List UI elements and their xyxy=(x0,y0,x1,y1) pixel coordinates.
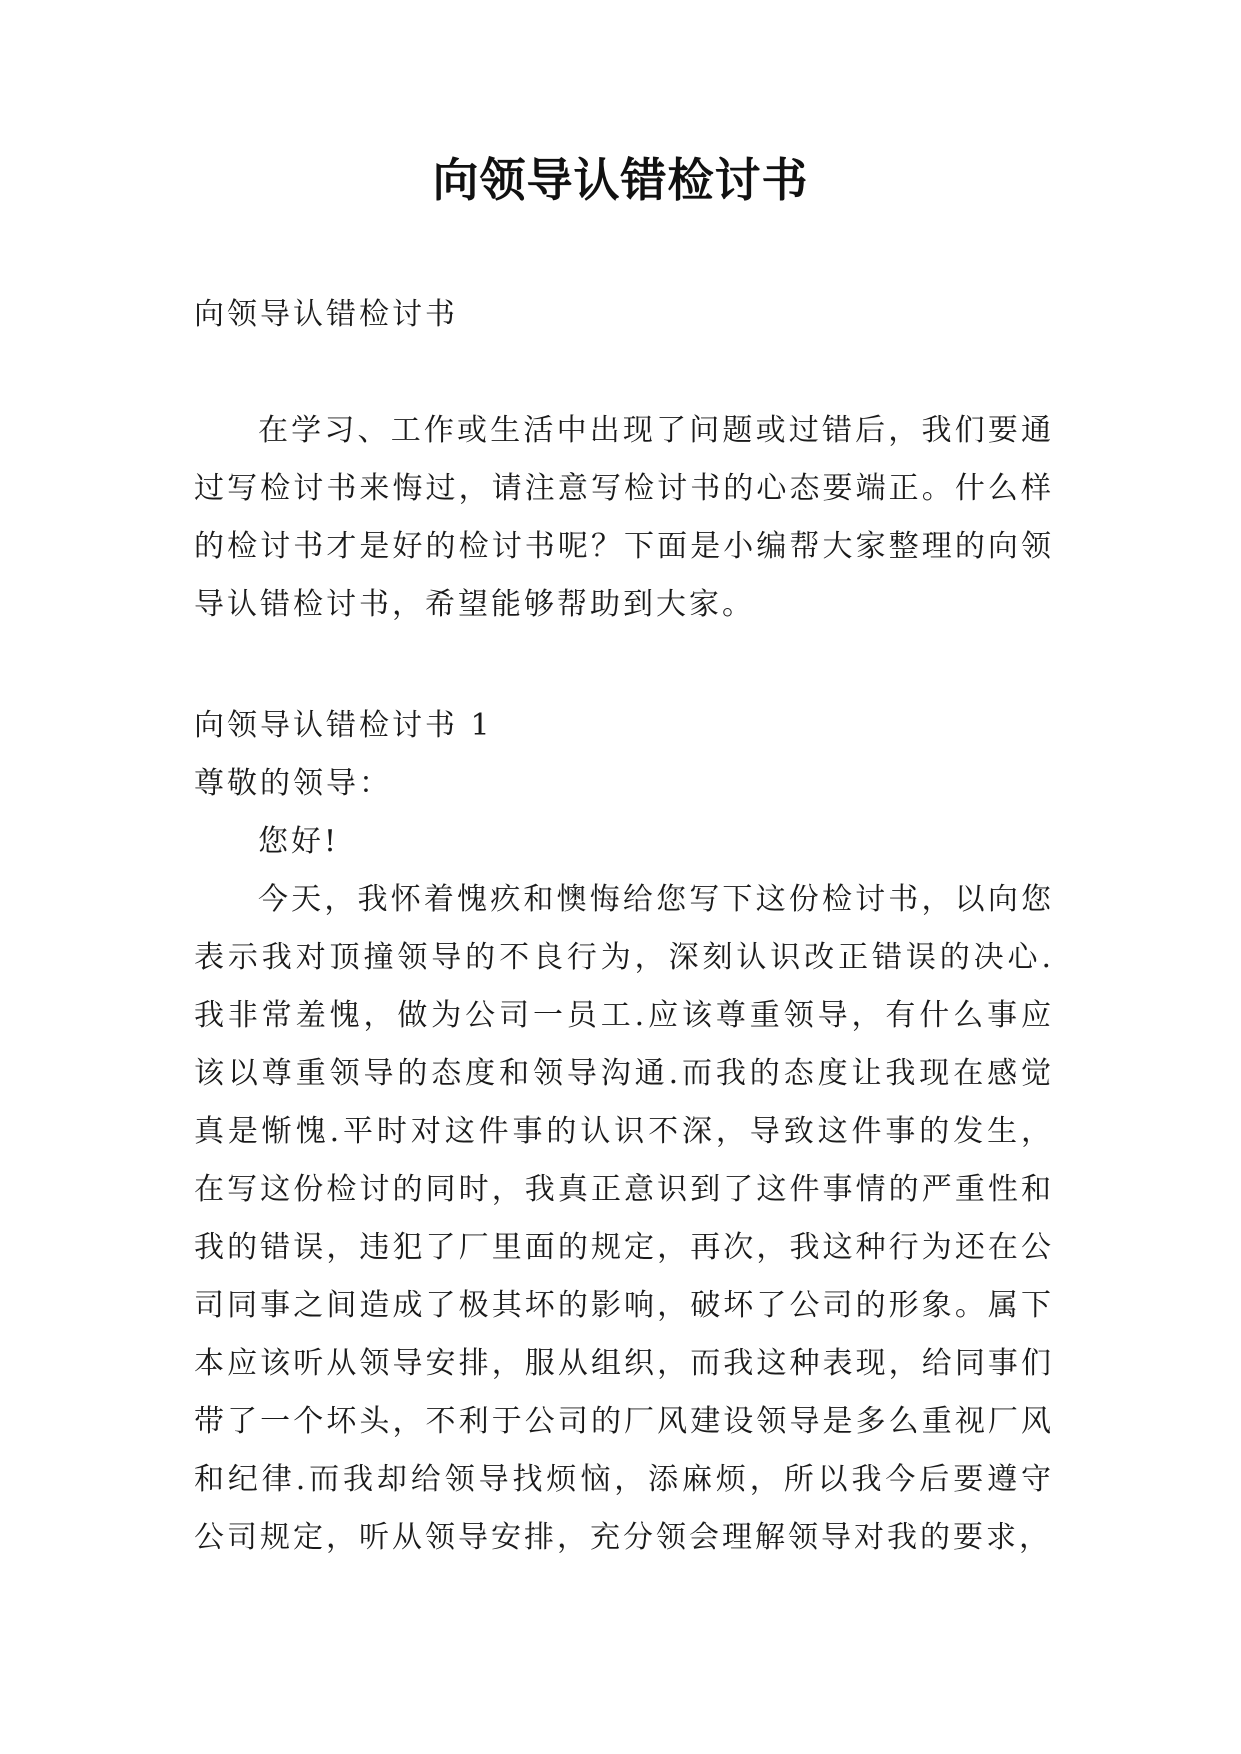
greeting: 您好! xyxy=(258,824,340,859)
salutation: 尊敬的领导： xyxy=(194,766,392,801)
letter-section xyxy=(194,697,1054,1567)
intro-block xyxy=(194,402,1054,634)
body-paragraph: 今天，我怀着愧疚和懊悔给您写下这份检讨书，以向您表示我对顶撞领导的不良行为，深刻认识改正错误的决心.我非常羞愧，做为公司一员工.应该尊重领导，有什么事应该以尊重领导的态度和领导沟通.而我的态度让我现在感觉真是惭愧.平时对这件事的认识不深，导致这件事的发生，在写这份检讨的同时，我真正意识到了这件事情的严重性和我的错误，违犯了厂里面的规定，再次，我这种行为还在公司同事之间造成了极其坏的影响，破坏了公司的形象。属下本应该听从领导安排，服从组织，而我这种表现，给同事们带了一个坏头，不利于公司的厂风建设领导是多么重视厂风和纪律.而我却给领导找烦恼，添麻烦，所以我今后要遵守公司规定，听从领导安排，充分领会理解领导对我的要求， xyxy=(194,882,1054,1555)
intro-paragraph: 在学习、工作或生活中出现了问题或过错后，我们要通过写检讨书来悔过，请注意写检讨书的心态要端正。什么样的检讨书才是好的检讨书呢？下面是小编帮大家整理的向领导认错检讨书，希望能够帮助到大家。 xyxy=(194,413,1054,622)
document-subtitle: 向领导认错检讨书 xyxy=(194,297,458,332)
section-heading: 向领导认错检讨书 1 xyxy=(194,708,493,743)
document-title: 向领导认错检讨书 xyxy=(432,153,809,207)
